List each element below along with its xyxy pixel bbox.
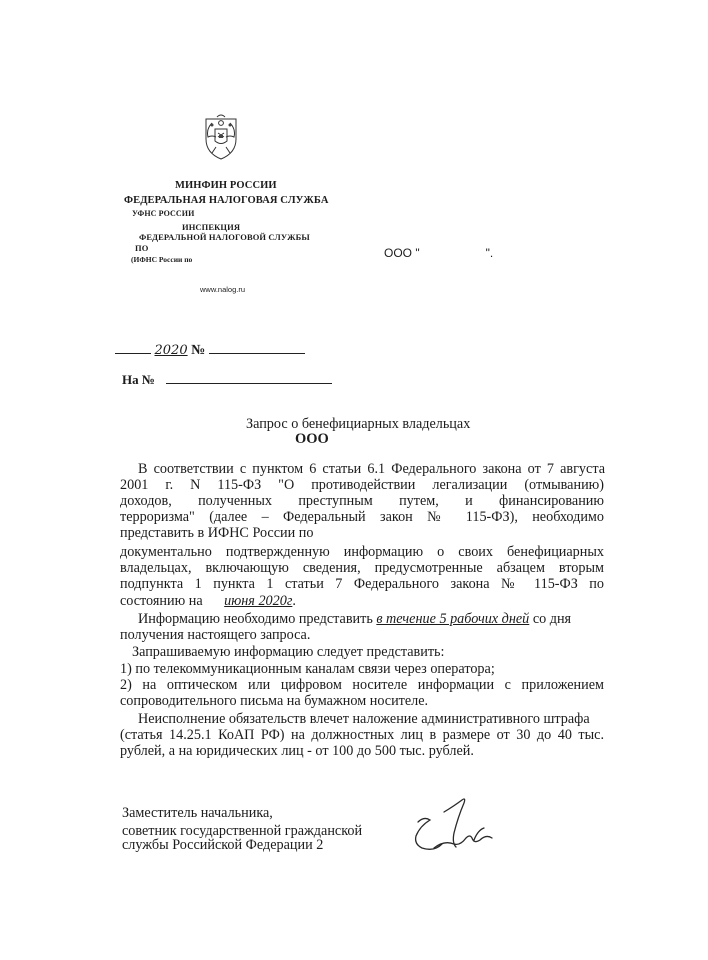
body-p2-line-2: получения настоящего запроса.	[120, 627, 311, 643]
body-p5-line-1: 2) на оптическом или цифровом носителе информации с приложением	[120, 677, 604, 693]
body-p1-line-1: В соответствии с пунктом 6 статьи 6.1 Федерального закона от 7 августа	[138, 461, 605, 477]
deadline-suffix: со дня	[532, 611, 572, 627]
body-p1-line-3: доходов, полученных преступным путем, и финансированию	[120, 493, 604, 509]
deadline-emphasis: в течение 5 рабочих дней	[376, 611, 530, 627]
body-p2-line-1	[138, 612, 571, 627]
body-p1-line-8: подпункта 1 пункта 1 статьи 7 Федерального закона № 115-ФЗ по	[120, 576, 604, 592]
deadline-prefix: Информацию необходимо представить	[138, 611, 373, 627]
date-blank	[115, 352, 151, 354]
ufns-name: УФНС РОССИИ	[132, 209, 195, 218]
addressee-org	[384, 246, 493, 260]
inspection-abbreviation: (ИФНС России по	[131, 255, 193, 264]
body-p1-line-2: 2001 г. N 115-ФЗ "О противодействии легализации (отмыванию)	[120, 477, 604, 493]
body-p6-line-1: Неисполнение обязательств влечет наложение административного штрафа	[138, 711, 590, 727]
document-title: Запрос о бенефициарных владельцах	[246, 416, 471, 432]
date-handwritten: 2020	[154, 343, 188, 358]
signer-title-line-3-cut	[122, 837, 352, 853]
on-number-blank	[166, 382, 332, 384]
service-name: ФЕДЕРАЛЬНАЯ НАЛОГОВАЯ СЛУЖБА	[124, 195, 329, 206]
website-link[interactable]: www.nalog.ru	[200, 285, 246, 294]
body-p6-line-2: (статья 14.25.1 КоАП РФ) на должностных лиц в размере от 30 до 40 тыс.	[120, 727, 604, 743]
body-p1-line-9	[120, 594, 296, 609]
on-number-line	[122, 372, 332, 388]
body-p6-line-3: рублей, а на юридических лиц - от 100 до 500 тыс. рублей.	[120, 743, 474, 759]
inspection-line-3: ПО	[135, 243, 149, 253]
coat-of-arms-emblem-icon	[198, 111, 244, 161]
body-p1-line-5: представить в ИФНС России по	[120, 525, 314, 541]
body-p3: Запрашиваемую информацию следует представить:	[132, 644, 445, 660]
reference-date-line	[115, 343, 305, 359]
addressee-org-name: ООО "	[384, 246, 420, 260]
number-sign: №	[191, 343, 206, 358]
body-p5-line-2: сопроводительного письма на бумажном носителе.	[120, 693, 429, 709]
as-of-prefix: состоянию на	[120, 593, 203, 609]
body-p1-line-7: владельцах, включающую сведения, предусмотренные абзацем вторым	[120, 560, 604, 576]
addressee-closing: ".	[485, 246, 494, 260]
on-number-label: На №	[122, 372, 155, 387]
as-of-date	[206, 593, 292, 609]
body-p1-line-6: документально подтвержденную информацию о своих бенефициарных	[120, 544, 604, 560]
body-p1-line-4: терроризма" (далее – Федеральный закон № 115-ФЗ), необходимо	[120, 509, 604, 525]
number-blank	[209, 352, 305, 354]
signer-title-line-3: службы Российской Федерации 2	[122, 837, 324, 853]
as-of-date-text: июня 2020г	[224, 593, 293, 609]
ministry-name: МИНФИН РОССИИ	[175, 180, 277, 191]
inspection-line-2: ФЕДЕРАЛЬНОЙ НАЛОГОВОЙ СЛУЖБЫ	[139, 232, 310, 242]
as-of-suffix: .	[292, 593, 296, 609]
handwritten-signature-icon	[404, 790, 504, 856]
inspection-line-1: ИНСПЕКЦИЯ	[182, 222, 241, 232]
document-title-org: ООО	[295, 431, 329, 447]
body-p4: 1) по телекоммуникационным каналам связи через оператора;	[120, 661, 495, 677]
signer-title-line-2: советник государственной гражданской	[122, 823, 363, 839]
signer-title-line-1: Заместитель начальника,	[122, 805, 273, 821]
